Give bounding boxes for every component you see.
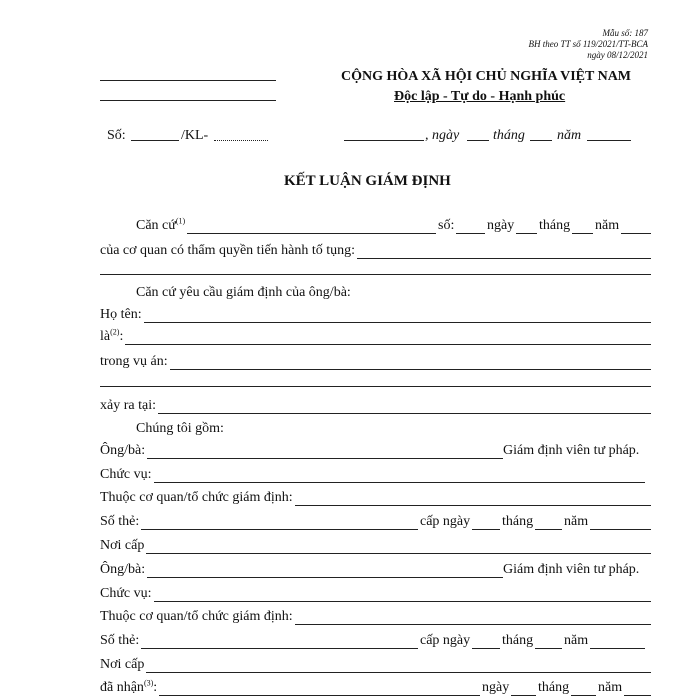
- row-chuc-vu-1: [100, 467, 651, 487]
- date-day-blank: [467, 140, 489, 141]
- so-the-label-2: Số thẻ:: [100, 633, 140, 648]
- row-ong-ba-2: [100, 562, 651, 582]
- row-co-quan: [100, 243, 651, 263]
- form-regulation: BH theo TT số 119/2021/TT-BCA: [528, 39, 648, 49]
- footnote-1: (1): [175, 216, 186, 226]
- ong-ba-label-2: Ông/bà:: [100, 562, 146, 577]
- agency-line-2: [100, 100, 276, 101]
- row-da-nhan: đã nhận$^{(3)}$: ngày tháng năm: [100, 680, 651, 700]
- cap-ngay-label-2: cấp ngày: [420, 633, 471, 648]
- row-noi-cap-2: [100, 657, 651, 677]
- date-year-blank: [587, 140, 631, 141]
- row-so-the-2: [100, 633, 651, 653]
- row-noi-cap-1: [100, 538, 651, 558]
- national-motto: Độc lập - Tự do - Hạnh phúc: [394, 89, 566, 104]
- thang-label-4: tháng: [538, 680, 570, 695]
- so-label: số:: [438, 218, 455, 233]
- da-nhan-label: đã nhận: [100, 680, 144, 695]
- row-la: $là^{(2)}$:: [100, 329, 651, 349]
- blank-line-2: [100, 386, 651, 387]
- chuc-vu-label: Chức vụ:: [100, 467, 152, 482]
- date-thang: tháng: [493, 128, 525, 143]
- number-kl-blank: [214, 140, 268, 141]
- ong-ba-label: Ông/bà:: [100, 443, 146, 458]
- thang-label-3: tháng: [502, 633, 534, 648]
- date-nam: năm: [557, 128, 582, 143]
- form-meta: [528, 28, 648, 61]
- blank-line-1: [100, 274, 651, 275]
- row-can-cu: [100, 218, 651, 238]
- row-chuc-vu-2: [100, 586, 651, 606]
- national-title: CỘNG HÒA XÃ HỘI CHỦ NGHĨA VIỆT NAM: [341, 69, 632, 84]
- chuc-vu-label-2: Chức vụ:: [100, 586, 152, 601]
- xay-ra-tai-label: xảy ra tại:: [100, 398, 156, 413]
- form-date: ngày 08/12/2021: [587, 50, 648, 60]
- ngay-label-2: ngày: [482, 680, 510, 695]
- doc-title: KẾT LUẬN GIÁM ĐỊNH: [284, 173, 451, 189]
- nam-label-2: năm: [564, 514, 589, 529]
- thuoc-co-quan-label: Thuộc cơ quan/tổ chức giám định:: [100, 490, 293, 505]
- trong-vu-an-label: trong vụ án:: [100, 354, 168, 369]
- thuoc-co-quan-label-2: Thuộc cơ quan/tổ chức giám định:: [100, 609, 293, 624]
- footnote-3: (3): [143, 678, 154, 688]
- nam-label: năm: [595, 218, 620, 233]
- thang-label: tháng: [539, 218, 571, 233]
- co-quan-label: của cơ quan có thẩm quyền tiến hành tố tụng:: [100, 243, 356, 258]
- footnote-2: (2): [110, 327, 120, 337]
- gdv-label-2: Giám định viên tư pháp.: [503, 562, 640, 577]
- row-ong-ba-1: [100, 443, 651, 463]
- agency-line-1: [100, 80, 276, 81]
- date-month-blank: [530, 140, 552, 141]
- cap-ngay-label: cấp ngày: [420, 514, 471, 529]
- row-xay-ra-tai: [100, 398, 651, 418]
- date-ngay: , ngày: [425, 128, 460, 143]
- nam-label-3: năm: [564, 633, 589, 648]
- nam-label-4: năm: [598, 680, 623, 695]
- number-kl: /KL-: [181, 128, 209, 143]
- number-label: Số:: [107, 128, 126, 143]
- noi-cap-label-2: Nơi cấp: [100, 657, 145, 672]
- chung-toi-gom-label: Chúng tôi gồm:: [136, 421, 224, 436]
- noi-cap-label: Nơi cấp: [100, 538, 145, 553]
- gdv-label: Giám định viên tư pháp.: [503, 443, 640, 458]
- row-ho-ten: [100, 307, 651, 327]
- can-cu-label: Căn cứ: [136, 218, 176, 233]
- row-so-the-1: [100, 514, 651, 534]
- place-blank: [344, 140, 424, 141]
- ho-ten-label: Họ tên:: [100, 307, 142, 322]
- form-number: Mẫu số: 187: [602, 28, 648, 38]
- row-trong-vu-an: [100, 354, 651, 374]
- thang-label-2: tháng: [502, 514, 534, 529]
- row-thuoc-co-quan-1: [100, 490, 651, 510]
- so-the-label: Số thẻ:: [100, 514, 140, 529]
- row-thuoc-co-quan-2: [100, 609, 651, 629]
- number-blank: [131, 140, 179, 141]
- la-label: là: [100, 329, 111, 344]
- yeu-cau-label: Căn cứ yêu cầu giám định của ông/bà:: [136, 285, 351, 300]
- ngay-label: ngày: [487, 218, 515, 233]
